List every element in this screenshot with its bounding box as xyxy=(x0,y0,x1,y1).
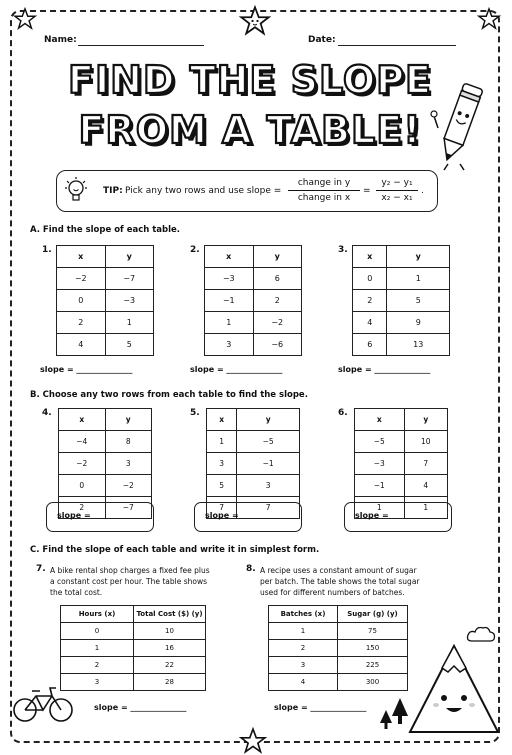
tip-period: . xyxy=(421,186,424,196)
table-cell: 13 xyxy=(387,334,450,356)
table-cell: 1 xyxy=(404,497,447,519)
equals-sign: = xyxy=(363,186,371,196)
star-icon xyxy=(478,8,500,30)
table-cell: 10 xyxy=(404,431,447,453)
table-header: x xyxy=(57,246,106,268)
slope-answer-line[interactable]: slope = ______________ xyxy=(274,703,367,712)
formula-denominator: x₂ − x₁ xyxy=(381,193,413,203)
slope-answer-line[interactable]: slope = ______________ xyxy=(40,365,133,374)
table-cell: 4 xyxy=(269,674,338,691)
problem-number: 4. xyxy=(42,408,52,418)
slope-answer-box[interactable]: slope = xyxy=(194,502,302,532)
table-cell: 4 xyxy=(404,475,447,497)
table-header: x xyxy=(59,409,106,431)
table-cell: 3 xyxy=(237,475,300,497)
table-cell: 16 xyxy=(134,640,206,657)
table-cell: 2 xyxy=(353,290,387,312)
fraction-denominator: change in x xyxy=(297,193,351,203)
slope-table xyxy=(204,245,302,356)
table-cell: −7 xyxy=(105,268,154,290)
table-cell: −6 xyxy=(253,334,302,356)
star-icon xyxy=(14,8,36,30)
table-header: x xyxy=(355,409,405,431)
table-cell: 1 xyxy=(205,312,254,334)
tree-icon xyxy=(392,698,408,726)
slope-answer-line[interactable]: slope = ______________ xyxy=(94,703,187,712)
problem-number: 3. xyxy=(338,245,348,255)
tip-text: Pick any two rows and use slope = xyxy=(125,186,282,196)
table-cell: 1 xyxy=(61,640,134,657)
star-icon xyxy=(240,728,266,754)
table-cell: 225 xyxy=(338,657,408,674)
table-cell: −5 xyxy=(237,431,300,453)
table-cell: 6 xyxy=(353,334,387,356)
table-cell: 8 xyxy=(105,431,152,453)
slope-table xyxy=(56,245,154,356)
table-cell: 28 xyxy=(134,674,206,691)
table-cell: −2 xyxy=(59,453,106,475)
table-cell: 0 xyxy=(61,623,134,640)
table-header: Total Cost ($) (y) xyxy=(134,606,206,623)
table-cell: 4 xyxy=(57,334,106,356)
table-header: y xyxy=(404,409,447,431)
tree-icon xyxy=(380,710,392,730)
text-line: the total cost. xyxy=(50,588,103,597)
date-field[interactable] xyxy=(338,45,456,46)
table-cell: −3 xyxy=(355,453,405,475)
table-header: x xyxy=(353,246,387,268)
text-line: a constant cost per hour. The table shows xyxy=(50,577,208,586)
table-cell: 9 xyxy=(387,312,450,334)
table-header: y xyxy=(105,246,154,268)
title-line-1: FIND THE SLOPE xyxy=(68,58,432,102)
text-line: A bike rental shop charges a fixed fee plus xyxy=(50,566,210,575)
star-icon xyxy=(240,6,270,36)
table-cell: −2 xyxy=(253,312,302,334)
table-cell: 0 xyxy=(57,290,106,312)
formula-numerator: y₂ − y₁ xyxy=(381,178,413,188)
problem-number: 8. xyxy=(246,564,256,574)
table-cell: 4 xyxy=(353,312,387,334)
word-problem-text xyxy=(50,565,210,598)
table-cell: 3 xyxy=(205,334,254,356)
table-cell: −3 xyxy=(205,268,254,290)
tip-label: TIP: xyxy=(103,186,123,196)
table-cell: 5 xyxy=(105,334,154,356)
table-cell: −1 xyxy=(237,453,300,475)
table-cell: 5 xyxy=(207,475,237,497)
date-label: Date: xyxy=(308,35,336,45)
table-cell: −4 xyxy=(59,431,106,453)
table-cell: 1 xyxy=(355,497,405,519)
table-cell: 0 xyxy=(353,268,387,290)
slope-answer-box[interactable]: slope = xyxy=(344,502,452,532)
table-header: y xyxy=(387,246,450,268)
table-cell: 2 xyxy=(253,290,302,312)
table-cell: 3 xyxy=(105,453,152,475)
table-cell: 2 xyxy=(59,497,106,519)
table-cell: 300 xyxy=(338,674,408,691)
table-cell: 1 xyxy=(105,312,154,334)
word-problem-text xyxy=(260,565,420,598)
table-header: y xyxy=(237,409,300,431)
name-field[interactable] xyxy=(78,45,204,46)
table-cell: 0 xyxy=(59,475,106,497)
mountain-mascot-icon xyxy=(406,642,502,738)
slope-answer-box[interactable]: slope = xyxy=(46,502,154,532)
section-b-heading: B. Choose any two rows from each table to find the slope. xyxy=(30,390,308,400)
slope-fraction-words xyxy=(288,178,360,203)
slope-fraction-formula xyxy=(376,178,418,203)
problem-number: 7. xyxy=(36,564,46,574)
table-cell: 22 xyxy=(134,657,206,674)
table-cell: 1 xyxy=(269,623,338,640)
word-problem-table xyxy=(60,605,206,691)
table-cell: 3 xyxy=(269,657,338,674)
table-cell: −2 xyxy=(57,268,106,290)
table-cell: 6 xyxy=(253,268,302,290)
table-cell: 7 xyxy=(404,453,447,475)
problem-number: 5. xyxy=(190,408,200,418)
table-cell: −7 xyxy=(105,497,152,519)
table-cell: 1 xyxy=(207,431,237,453)
slope-answer-line[interactable]: slope = ______________ xyxy=(338,365,431,374)
name-label: Name: xyxy=(44,35,77,45)
text-line: used for different numbers of batches. xyxy=(260,588,405,597)
table-cell: −5 xyxy=(355,431,405,453)
table-header: Sugar (g) (y) xyxy=(338,606,408,623)
table-cell: 3 xyxy=(207,453,237,475)
table-cell: 2 xyxy=(57,312,106,334)
table-cell: 5 xyxy=(387,290,450,312)
slope-answer-line[interactable]: slope = ______________ xyxy=(190,365,283,374)
table-cell: 7 xyxy=(237,497,300,519)
table-header: Batches (x) xyxy=(269,606,338,623)
table-cell: −2 xyxy=(105,475,152,497)
table-cell: 3 xyxy=(61,674,134,691)
table-header: Hours (x) xyxy=(61,606,134,623)
table-cell: 2 xyxy=(61,657,134,674)
problem-number: 6. xyxy=(338,408,348,418)
problem-number: 1. xyxy=(42,245,52,255)
table-cell: −3 xyxy=(105,290,154,312)
table-header: y xyxy=(105,409,152,431)
text-line: A recipe uses a constant amount of sugar xyxy=(260,566,417,575)
slope-table xyxy=(352,245,450,356)
table-cell: 10 xyxy=(134,623,206,640)
table-cell: −1 xyxy=(355,475,405,497)
table-cell: 1 xyxy=(387,268,450,290)
table-header: x xyxy=(207,409,237,431)
table-cell: 150 xyxy=(338,640,408,657)
table-cell: 2 xyxy=(269,640,338,657)
cloud-icon xyxy=(466,625,496,643)
section-a-heading: A. Find the slope of each table. xyxy=(30,225,181,235)
lightbulb-icon xyxy=(64,175,88,207)
table-header: x xyxy=(205,246,254,268)
table-header: y xyxy=(253,246,302,268)
problem-number: 2. xyxy=(190,245,200,255)
section-c-heading: C. Find the slope of each table and write it in simplest form. xyxy=(30,545,320,555)
text-line: per batch. The table shows the total sugar xyxy=(260,577,420,586)
table-cell: 7 xyxy=(207,497,237,519)
word-problem-table xyxy=(268,605,408,691)
title-line-2: FROM A TABLE! xyxy=(78,108,422,152)
table-cell: −1 xyxy=(205,290,254,312)
pencil-mascot-icon xyxy=(430,78,490,170)
bicycle-icon xyxy=(12,682,74,724)
table-cell: 75 xyxy=(338,623,408,640)
fraction-numerator: change in y xyxy=(297,178,351,188)
